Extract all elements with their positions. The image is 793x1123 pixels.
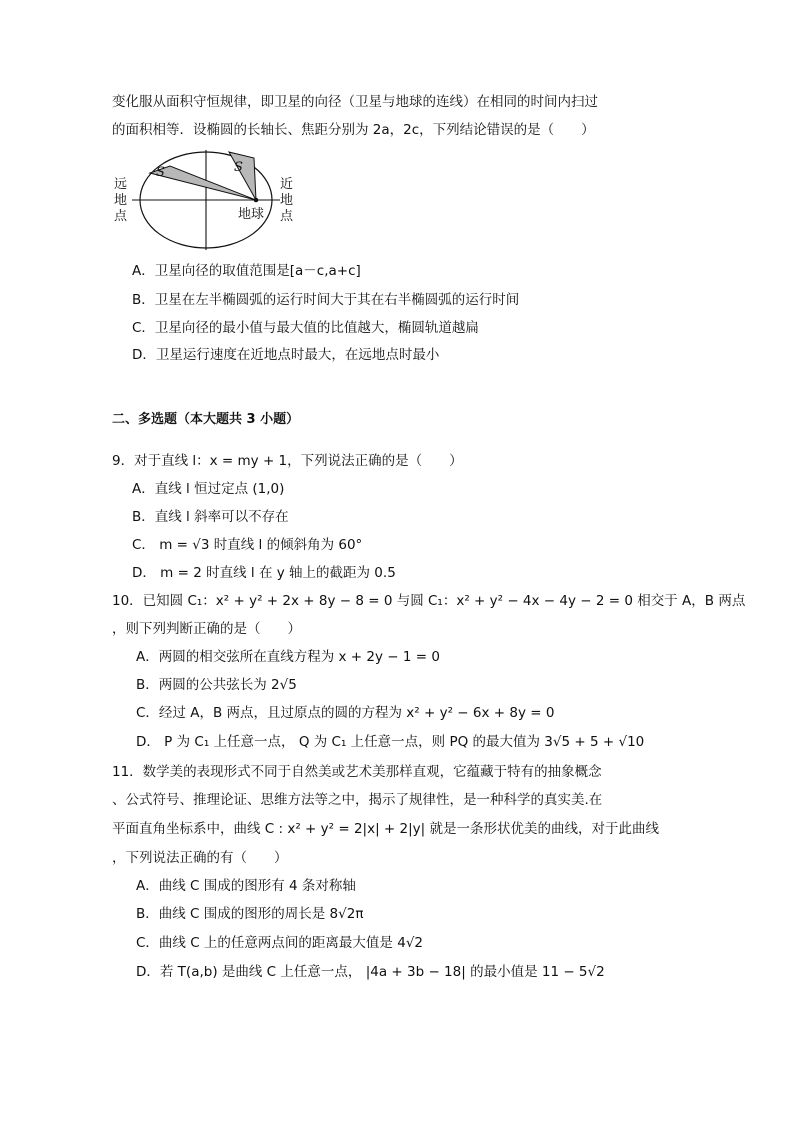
q9-option-a: A．直线 l 恒过定点 (1,0): [132, 481, 285, 497]
q10-stem-1: 10．已知圆 C₁：x² + y² + 2x + 8y − 8 = 0 与圆 C₁：x² + y² − 4x − 4y − 2 = 0 相交于 A，B 两点: [112, 593, 746, 609]
q8-option-a: A．卫星向径的取值范围是[a－c,a+c]: [132, 263, 361, 279]
q11-stem-2: 、公式符号、推理论证、思维方法等之中，揭示了规律性，是一种科学的真实美.在: [112, 792, 603, 808]
q11-option-a: A．曲线 C 围成的图形有 4 条对称轴: [136, 878, 356, 894]
area-label-left: S: [156, 165, 165, 180]
q10-stem-2: ，则下列判断正确的是（ ）: [112, 621, 301, 637]
area-label-right: S: [234, 160, 243, 175]
far-point-label-2: 地: [114, 193, 128, 208]
section-title: 二、多选题（本大题共 3 小题）: [112, 412, 300, 427]
q11-stem-3: 平面直角坐标系中，曲线 C : x² + y² = 2|x| + 2|y| 就是一条形状优美的曲线，对于此曲线: [112, 821, 659, 837]
near-point-label-1: 近: [280, 177, 294, 192]
q9-option-c: C． m = √3 时直线 l 的倾斜角为 60°: [132, 537, 363, 553]
earth-label: 地球: [238, 207, 265, 222]
far-point-label-1: 远: [114, 177, 128, 192]
q8-option-d: D．卫星运行速度在近地点时最大，在远地点时最小: [132, 347, 440, 363]
q9-stem: 9．对于直线 l：x = my + 1，下列说法正确的是（ ）: [112, 453, 463, 469]
q10-option-a: A．两圆的相交弦所在直线方程为 x + 2y − 1 = 0: [136, 649, 440, 665]
q8-option-c: C．卫星向径的最小值与最大值的比值越大，椭圆轨道越扁: [132, 320, 479, 336]
q11-option-d: D．若 T(a,b) 是曲线 C 上任意一点， |4a + 3b − 18| 的最小值是 11 − 5√2: [136, 964, 605, 980]
q9-option-b: B．直线 l 斜率可以不存在: [132, 509, 289, 525]
intro-line-1: 变化服从面积守恒规律，即卫星的向径（卫星与地球的连线）在相同的时间内扫过: [112, 94, 598, 110]
q11-stem-1: 11．数学美的表现形式不同于自然美或艺术美那样直观，它蕴藏于特有的抽象概念: [112, 764, 602, 780]
earth-dot: [254, 198, 259, 203]
ellipse-orbit-figure: [108, 148, 308, 258]
near-point-label-2: 地: [280, 193, 294, 208]
q11-stem-4: ，下列说法正确的有（ ）: [112, 850, 288, 866]
q8-option-b: B．卫星在左半椭圆弧的运行时间大于其在右半椭圆弧的运行时间: [132, 292, 520, 308]
q11-option-b: B．曲线 C 围成的图形的周长是 8√2π: [136, 906, 364, 922]
far-point-label-3: 点: [114, 209, 128, 224]
near-point-label-3: 点: [280, 209, 294, 224]
q11-option-c: C．曲线 C 上的任意两点间的距离最大值是 4√2: [136, 935, 424, 951]
q9-option-d: D． m = 2 时直线 l 在 y 轴上的截距为 0.5: [132, 565, 396, 581]
q10-option-c: C．经过 A，B 两点，且过原点的圆的方程为 x² + y² − 6x + 8y = 0: [136, 705, 555, 721]
q10-option-b: B．两圆的公共弦长为 2√5: [136, 677, 297, 693]
intro-line-2: 的面积相等．设椭圆的长轴长、焦距分别为 2a，2c，下列结论错误的是（ ）: [112, 122, 595, 138]
q10-option-d: D． P 为 C₁ 上任意一点， Q 为 C₁ 上任意一点，则 PQ 的最大值为 3√5 + 5 + √10: [136, 734, 645, 750]
